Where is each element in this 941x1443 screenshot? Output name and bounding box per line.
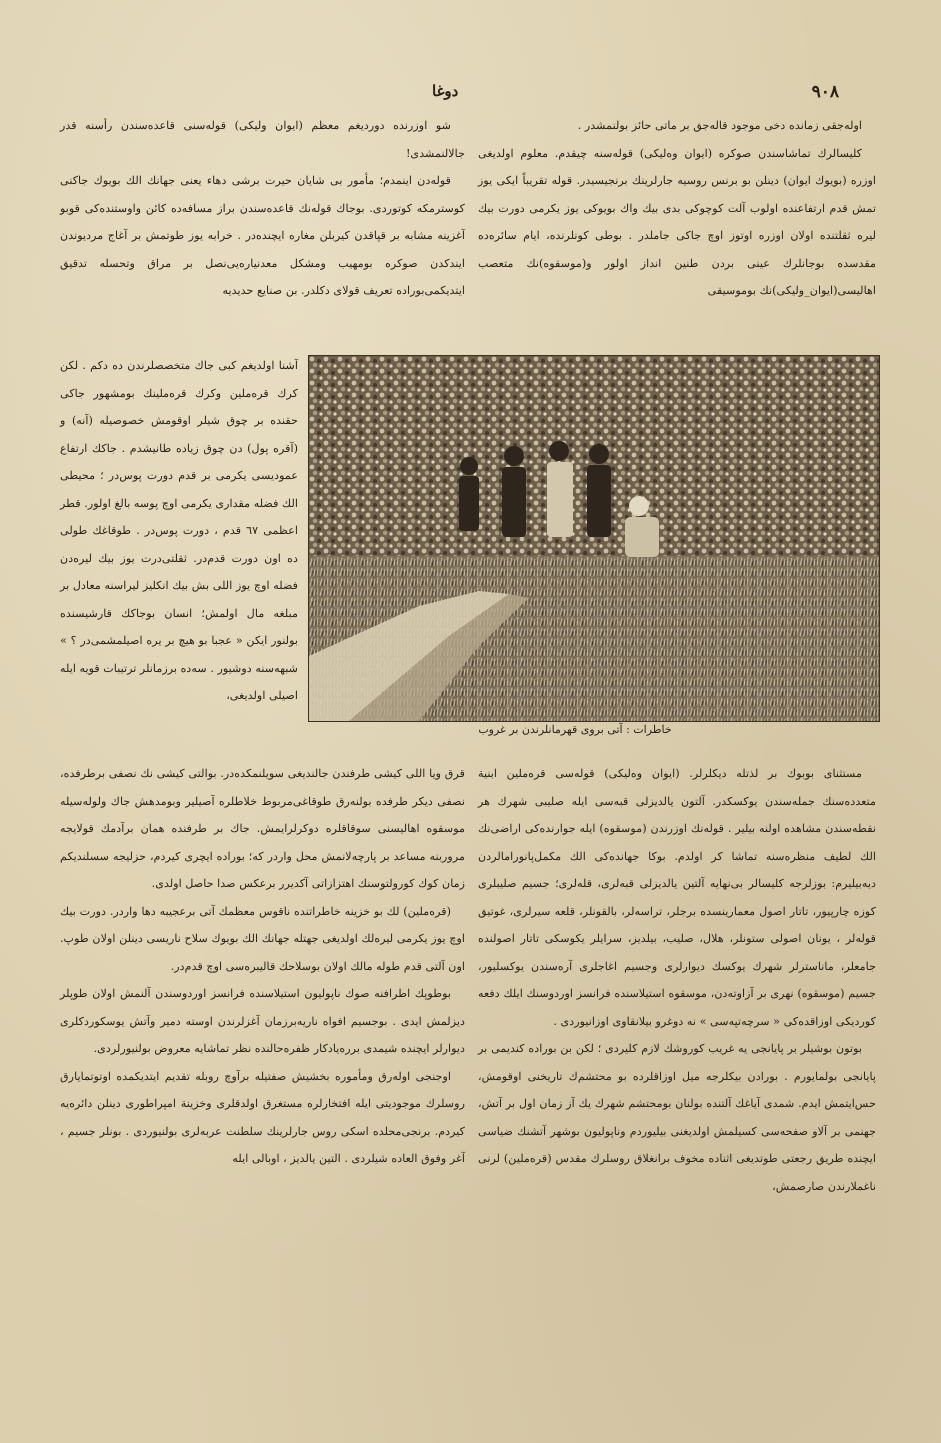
column-top-right (478, 112, 876, 305)
column-left-narrow (60, 352, 298, 710)
page-number: ٩٠٨ (811, 82, 839, 102)
column-bottom-right (478, 760, 876, 1200)
running-head: دوغا (432, 82, 459, 100)
paragraph: آشنا اولدیغم کبی جاك متخصصلرندن دە دکم . لکن کرك قرەملین وکرك قرەملینك بومشهور جاکی حقندە بر چوق شیلر اوقومش خصوصیلە (آنە) و (آقرە پول) دن چوق زیادە طانیشدم . جاکك ارتفاع عمودیسی یکرمی بر قدم دورت پوس‌در ؛ محیطی الك فضلە مقداری یکرمی اوچ پوسە بالغ اولور. قطر اعظمی ٦٧ قدم ، دورت پوس‌در . طوقاغك طولی دە اون دورت قدم‌در. ثقلتی‌درت یوز بیك لیرەدن فضلە اوچ یوز اللی بش بیك انکلیز لیراسنە معادل بر مبلغە مال اولمش؛ انسان بوجاکك قارشیسندە بولنور ایکن « عجبا بو هیچ بر یرە اصیلمشمی‌در ؟ » شبهەسنە دوشیور . سەدە برزمانلر ترتیبات قویە ایلە اصیلی اولدیغی، (60, 359, 298, 702)
photo-caption: خاطرات : آتی بروی قهرمانلرندن بر غروب (478, 723, 672, 736)
paragraph: بوطوپك اطرافنە صوك ناپولیون استیلاسندە فرانسز اوردوسندن آلنمش اولان طوپلر دیزلمش ایدی . بوجسیم افواه ناریەبرزمان آغزلرندن اوستە دمیر وآتش یوسکوردکلری دیوارلر ایچندە شیمدی بررەیادکار ظفرەحالندە نظر تماشایە معروض بولنیورلردی. (60, 987, 465, 1055)
column-top-left (60, 112, 465, 305)
photograph (308, 355, 880, 722)
column-bottom-left (60, 760, 465, 1173)
paragraph: اوجنجی اولەرق ومأمورە بخشیش صفتیلە برآوچ روبلە تقدیم ایتدیکمدە اوتوتمایارق روسلرك موجودیتی ایلە افتخارلرە مستغرق اولدقلری وخزینة امپراطوری دینلن دائرەیە کیردم. برنجی‌محلدە اسکی روس جارلرینك سلطنت عربەلری بولنیوردی . بونلر جسیم ، آغر وفوق العادە شیلردی . التین یالدیز ، اوبالی ایلە (60, 1069, 465, 1165)
paragraph: بوتون بوشیلر بر پایانجی یە غریب کوروشك لازم کلیردی ؛ لکن بن بوراده کندیمی بر پایانجی بولمایورم . بورادن بیکلرجە میل اوزاقلردە بو محتشم‌ك تاریخنی اوقومش، حس‌ایتمش ایدم. شمدی آیاغك آلتندە بولنان بومحتشم شهرك یك آز زمان اول بر آتش، جهنمی بر آلاو صفحەسی کسیلمش اولدیغنی بیلیوردم وناپولیون بوشهر آتشنك ضیاسی ایچندە طریق رجعتی طوتدیغی اثنادە مخوف برانغلاق روسلرك مقدس (قرەملین) لرنی ناغملارندن صارصمش، (478, 1042, 876, 1193)
photograph-illustration (309, 356, 879, 721)
paragraph: قرق ویا اللی کیشی طرفندن جالندیغی سویلنمکدەدر. بوالتی کیشی نك نصفی برطرفدە، نصفی دیکر طرفدە بولنەرق طوقاغی‌مربوط خلاطلرە آصیلیر وبومدهش جاك ولولەسیلە موسقوه اهالیسنی سوقاقلرە دوکرلرایمش. جاك بر طرفندە همان برآدمك قولایجە مروربنە مساعد بر پارچەلانمش محل واردر کە؛ بوراده ایچری کیردم، حزلیجە سسلندیکم زمان کوك کورولتوسنك اهتزازاتی آکدیرر برعکس صدا حاصل اولدی. (60, 767, 465, 890)
page-header (40, 82, 901, 110)
paragraph: کلیسالرك تماشاسندن صوکرە (ایوان وەلیکی) قولەسنە چیقدم. معلوم اولدیغی اوزرە (بویوك ایوان) دینلن بو برنس روسیە جارلرینك برنجیسیدر. قولە تقریباً ایکی یوز تمش قدم ارتفاعندە اولوب آلت کوچوکی بدی بیك واك بویوکی یوز یکرمی دورت بیك لیرە ثقلتندە اولان اوزرە اوتوز اوچ جاکی جاملدر . بوطی کونلرندە، ایام سائرەدە مقدسدە بوجانلرك عینی بردن طنین انداز اولور و(موسقوه)نك متعصب اهالیسی(ایوان_ولیکی)نك بوموسیقی (478, 146, 876, 297)
paragraph: قولەدن اینمدم؛ مأمور بی شایان حیرت برشی دهاء یعنی جهانك الك بویوك جاکنی کوسترمكە کوتوردی. بوجاك قولەنك قاعدەسندن براز مسافەدە کائن واوستندەکی قوبو آغزینە مشابە بر قپاقدن کیربلن مغارە ایچندەدر . خرابە یوز طوتمش بر آغاج مردیوندن ایندکدن صوکرە بومهیب ومشکل معدنیارەیی‌نصل بر مراق وتحسلە تدقیق ایتدیکمی‌بوراده تعریف قولای دکلدر. بن صنایع حدیدیە (60, 174, 465, 297)
paragraph: (قرەملین) لك بو خزینە خاطراتندە ناقوس معظمك آتی برعجیبە دها واردر. دورت بیك اوچ یوز یکرمی لیرەلك اولدیغی جهتلە جهانك الك بویوك سلاح ناریسی دینلن اولان طوپ. اون آلتی قدم طولە مالك اولان بوسلاحك قالیبرەسی اوچ قدم‌در. (60, 904, 465, 973)
paragraph: اولەجقی زماندە دخی موجود قالەجق بر ماتی حائز بولنمشدر . (577, 119, 862, 132)
paragraph: مستثنای بوبوك بر لذتلە دیکلرلر. (ایوان وەلیکی) قولەسی قرەملین ابنیة متعددەسنك جملەسندن یوکسکدر. آلتون یالدیزلی قبەسی ایلە صلیبی شهرك هر نقطەسندن مشاهدە اولنە بیلیر . قولەنك اوزرندن (موسقوه) ایلە جوارندەکی اراضی‌نك الك لطیف منظرەسنە تماشا کر اولدم. بوکا جهاندەکی الك مکمل‌پانورامالردن دیەبیلیرم: بوزلرجە کلیسالر بی‌نهایە آلتین یالدیزلی قبەلری، قلەلری؛ جسیم صلیبلری کوزە چارپیور، تاتار اصول معمارینسدە برجلر، تراسەلر، بالقونلر، قلعە سیرلری، غوتیق قولەلر ، یونان اصولی ستونلر، هلال، صلیب، بیلدیز، سرایلر یکوسکی تاتار اصولندە جامعلر، ماناسترلر شهرك یوکسك دیوارلری وجسیم اغاجلری آرەسندن یوکسلیور، جسیم (موسقوه) نهری بر آزاوتەدن، موسقوه استیلاسندە فرانسز اوردوسنك ایلك دفعە کوردیکی اوزاقدەکی « سرچەتپەسی » نە دوغرو بیلانقاوی اوزانیوردی . (478, 767, 876, 1028)
paragraph: شو اوزرندە دوردیغم معظم (ایوان ولیکی) قولەسنی قاعدەسندن رأسنە قدر جالالنمشدی! (60, 119, 465, 160)
